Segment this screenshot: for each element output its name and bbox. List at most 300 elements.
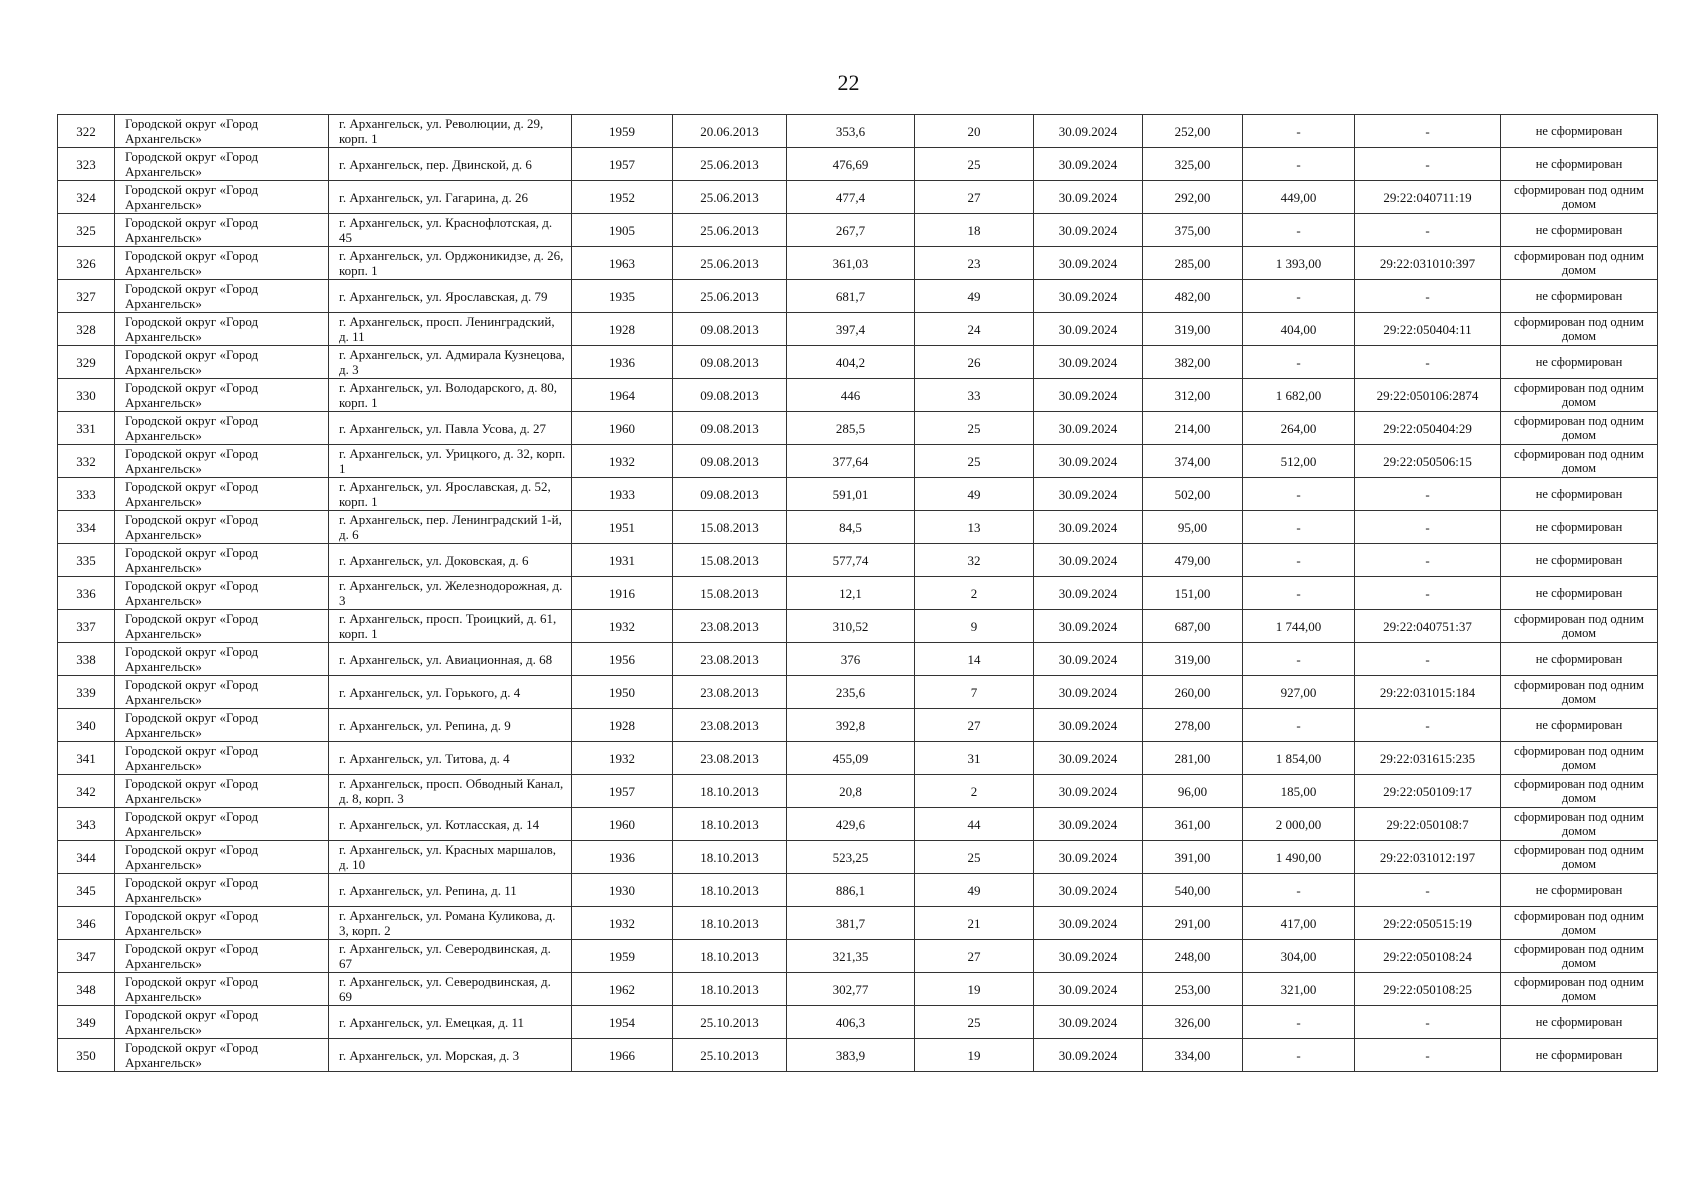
sum-cell: 326,00 <box>1143 1006 1243 1039</box>
land-area-cell: 417,00 <box>1243 907 1355 940</box>
recognition-date-cell: 09.08.2013 <box>673 379 787 412</box>
residents-cell: 25 <box>915 841 1034 874</box>
cadastral-number-cell: - <box>1355 346 1501 379</box>
municipality-cell: Городской округ «Город Архангельск» <box>115 214 329 247</box>
row-number-cell: 328 <box>58 313 115 346</box>
cadastral-number-cell: 29:22:050515:19 <box>1355 907 1501 940</box>
land-status-cell: не сформирован <box>1501 1006 1658 1039</box>
year-built-cell: 1959 <box>572 940 673 973</box>
recognition-date-cell: 18.10.2013 <box>673 940 787 973</box>
housing-table-container <box>57 114 1658 1072</box>
land-status-cell: не сформирован <box>1501 148 1658 181</box>
table-body <box>58 115 1658 1072</box>
land-status-cell: сформирован под одним домом <box>1501 247 1658 280</box>
year-built-cell: 1933 <box>572 478 673 511</box>
year-built-cell: 1936 <box>572 346 673 379</box>
row-number-cell: 336 <box>58 577 115 610</box>
municipality-cell: Городской округ «Город Архангельск» <box>115 412 329 445</box>
cadastral-number-cell: - <box>1355 511 1501 544</box>
municipality-cell: Городской округ «Город Архангельск» <box>115 544 329 577</box>
land-status-cell: не сформирован <box>1501 874 1658 907</box>
land-area-cell: 304,00 <box>1243 940 1355 973</box>
land-status-cell: сформирован под одним домом <box>1501 775 1658 808</box>
row-number-cell: 333 <box>58 478 115 511</box>
sum-cell: 319,00 <box>1143 313 1243 346</box>
table-row <box>58 742 1658 775</box>
sum-cell: 96,00 <box>1143 775 1243 808</box>
recognition-date-cell: 18.10.2013 <box>673 874 787 907</box>
sum-cell: 281,00 <box>1143 742 1243 775</box>
row-number-cell: 348 <box>58 973 115 1006</box>
deadline-date-cell: 30.09.2024 <box>1034 907 1143 940</box>
row-number-cell: 345 <box>58 874 115 907</box>
sum-cell: 479,00 <box>1143 544 1243 577</box>
table-row <box>58 181 1658 214</box>
year-built-cell: 1951 <box>572 511 673 544</box>
land-area-cell: 927,00 <box>1243 676 1355 709</box>
land-area-cell: - <box>1243 1039 1355 1072</box>
residents-cell: 2 <box>915 577 1034 610</box>
area-cell: 12,1 <box>787 577 915 610</box>
recognition-date-cell: 25.10.2013 <box>673 1039 787 1072</box>
cadastral-number-cell: 29:22:031015:184 <box>1355 676 1501 709</box>
deadline-date-cell: 30.09.2024 <box>1034 841 1143 874</box>
land-area-cell: 404,00 <box>1243 313 1355 346</box>
area-cell: 361,03 <box>787 247 915 280</box>
sum-cell: 260,00 <box>1143 676 1243 709</box>
address-cell: г. Архангельск, ул. Революции, д. 29, корп. 1 <box>329 115 572 148</box>
deadline-date-cell: 30.09.2024 <box>1034 115 1143 148</box>
deadline-date-cell: 30.09.2024 <box>1034 511 1143 544</box>
municipality-cell: Городской округ «Город Архангельск» <box>115 511 329 544</box>
land-area-cell: 321,00 <box>1243 973 1355 1006</box>
deadline-date-cell: 30.09.2024 <box>1034 973 1143 1006</box>
area-cell: 523,25 <box>787 841 915 874</box>
land-status-cell: сформирован под одним домом <box>1501 973 1658 1006</box>
sum-cell: 248,00 <box>1143 940 1243 973</box>
deadline-date-cell: 30.09.2024 <box>1034 577 1143 610</box>
area-cell: 681,7 <box>787 280 915 313</box>
recognition-date-cell: 18.10.2013 <box>673 841 787 874</box>
address-cell: г. Архангельск, ул. Романа Куликова, д. 3, корп. 2 <box>329 907 572 940</box>
land-status-cell: сформирован под одним домом <box>1501 907 1658 940</box>
year-built-cell: 1936 <box>572 841 673 874</box>
table-row <box>58 676 1658 709</box>
address-cell: г. Архангельск, ул. Морская, д. 3 <box>329 1039 572 1072</box>
cadastral-number-cell: - <box>1355 148 1501 181</box>
land-status-cell: сформирован под одним домом <box>1501 742 1658 775</box>
year-built-cell: 1916 <box>572 577 673 610</box>
table-row <box>58 907 1658 940</box>
deadline-date-cell: 30.09.2024 <box>1034 808 1143 841</box>
land-area-cell: - <box>1243 148 1355 181</box>
cadastral-number-cell: - <box>1355 577 1501 610</box>
land-status-cell: не сформирован <box>1501 544 1658 577</box>
sum-cell: 252,00 <box>1143 115 1243 148</box>
table-row <box>58 214 1658 247</box>
deadline-date-cell: 30.09.2024 <box>1034 247 1143 280</box>
row-number-cell: 334 <box>58 511 115 544</box>
deadline-date-cell: 30.09.2024 <box>1034 379 1143 412</box>
table-row <box>58 478 1658 511</box>
land-area-cell: - <box>1243 709 1355 742</box>
cadastral-number-cell: - <box>1355 643 1501 676</box>
cadastral-number-cell: 29:22:050108:24 <box>1355 940 1501 973</box>
land-area-cell: - <box>1243 214 1355 247</box>
row-number-cell: 335 <box>58 544 115 577</box>
land-area-cell: 1 682,00 <box>1243 379 1355 412</box>
municipality-cell: Городской округ «Город Архангельск» <box>115 808 329 841</box>
municipality-cell: Городской округ «Город Архангельск» <box>115 313 329 346</box>
recognition-date-cell: 15.08.2013 <box>673 577 787 610</box>
recognition-date-cell: 09.08.2013 <box>673 346 787 379</box>
row-number-cell: 339 <box>58 676 115 709</box>
area-cell: 321,35 <box>787 940 915 973</box>
year-built-cell: 1956 <box>572 643 673 676</box>
area-cell: 577,74 <box>787 544 915 577</box>
year-built-cell: 1930 <box>572 874 673 907</box>
deadline-date-cell: 30.09.2024 <box>1034 709 1143 742</box>
year-built-cell: 1928 <box>572 313 673 346</box>
land-area-cell: - <box>1243 511 1355 544</box>
cadastral-number-cell: - <box>1355 280 1501 313</box>
residents-cell: 19 <box>915 1039 1034 1072</box>
municipality-cell: Городской округ «Город Архангельск» <box>115 907 329 940</box>
recognition-date-cell: 25.06.2013 <box>673 181 787 214</box>
deadline-date-cell: 30.09.2024 <box>1034 181 1143 214</box>
recognition-date-cell: 23.08.2013 <box>673 742 787 775</box>
land-status-cell: не сформирован <box>1501 346 1658 379</box>
residents-cell: 27 <box>915 709 1034 742</box>
sum-cell: 292,00 <box>1143 181 1243 214</box>
row-number-cell: 346 <box>58 907 115 940</box>
address-cell: г. Архангельск, ул. Урицкого, д. 32, корп. 1 <box>329 445 572 478</box>
deadline-date-cell: 30.09.2024 <box>1034 346 1143 379</box>
cadastral-number-cell: 29:22:050506:15 <box>1355 445 1501 478</box>
area-cell: 477,4 <box>787 181 915 214</box>
recognition-date-cell: 09.08.2013 <box>673 412 787 445</box>
row-number-cell: 330 <box>58 379 115 412</box>
land-area-cell: 512,00 <box>1243 445 1355 478</box>
row-number-cell: 338 <box>58 643 115 676</box>
area-cell: 455,09 <box>787 742 915 775</box>
sum-cell: 285,00 <box>1143 247 1243 280</box>
municipality-cell: Городской округ «Город Архангельск» <box>115 610 329 643</box>
sum-cell: 375,00 <box>1143 214 1243 247</box>
residents-cell: 20 <box>915 115 1034 148</box>
land-status-cell: сформирован под одним домом <box>1501 676 1658 709</box>
land-area-cell: 449,00 <box>1243 181 1355 214</box>
land-area-cell: 1 854,00 <box>1243 742 1355 775</box>
sum-cell: 214,00 <box>1143 412 1243 445</box>
municipality-cell: Городской округ «Город Архангельск» <box>115 775 329 808</box>
recognition-date-cell: 23.08.2013 <box>673 709 787 742</box>
area-cell: 404,2 <box>787 346 915 379</box>
table-row <box>58 445 1658 478</box>
housing-table <box>57 114 1658 1072</box>
year-built-cell: 1959 <box>572 115 673 148</box>
year-built-cell: 1962 <box>572 973 673 1006</box>
row-number-cell: 323 <box>58 148 115 181</box>
address-cell: г. Архангельск, ул. Северодвинская, д. 67 <box>329 940 572 973</box>
land-area-cell: - <box>1243 346 1355 379</box>
year-built-cell: 1957 <box>572 775 673 808</box>
recognition-date-cell: 09.08.2013 <box>673 313 787 346</box>
sum-cell: 151,00 <box>1143 577 1243 610</box>
row-number-cell: 329 <box>58 346 115 379</box>
deadline-date-cell: 30.09.2024 <box>1034 148 1143 181</box>
residents-cell: 21 <box>915 907 1034 940</box>
municipality-cell: Городской округ «Город Архангельск» <box>115 148 329 181</box>
year-built-cell: 1954 <box>572 1006 673 1039</box>
residents-cell: 26 <box>915 346 1034 379</box>
cadastral-number-cell: - <box>1355 115 1501 148</box>
land-area-cell: - <box>1243 544 1355 577</box>
year-built-cell: 1957 <box>572 148 673 181</box>
deadline-date-cell: 30.09.2024 <box>1034 643 1143 676</box>
table-row <box>58 709 1658 742</box>
residents-cell: 7 <box>915 676 1034 709</box>
land-area-cell: 264,00 <box>1243 412 1355 445</box>
table-row <box>58 115 1658 148</box>
row-number-cell: 347 <box>58 940 115 973</box>
recognition-date-cell: 23.08.2013 <box>673 610 787 643</box>
sum-cell: 312,00 <box>1143 379 1243 412</box>
sum-cell: 540,00 <box>1143 874 1243 907</box>
municipality-cell: Городской округ «Город Архангельск» <box>115 577 329 610</box>
sum-cell: 482,00 <box>1143 280 1243 313</box>
table-row <box>58 841 1658 874</box>
recognition-date-cell: 25.06.2013 <box>673 148 787 181</box>
land-status-cell: не сформирован <box>1501 115 1658 148</box>
residents-cell: 24 <box>915 313 1034 346</box>
residents-cell: 14 <box>915 643 1034 676</box>
land-status-cell: сформирован под одним домом <box>1501 841 1658 874</box>
address-cell: г. Архангельск, ул. Красных маршалов, д. 10 <box>329 841 572 874</box>
residents-cell: 33 <box>915 379 1034 412</box>
cadastral-number-cell: - <box>1355 1039 1501 1072</box>
area-cell: 377,64 <box>787 445 915 478</box>
address-cell: г. Архангельск, ул. Павла Усова, д. 27 <box>329 412 572 445</box>
deadline-date-cell: 30.09.2024 <box>1034 610 1143 643</box>
recognition-date-cell: 23.08.2013 <box>673 676 787 709</box>
land-area-cell: - <box>1243 1006 1355 1039</box>
cadastral-number-cell: 29:22:031615:235 <box>1355 742 1501 775</box>
deadline-date-cell: 30.09.2024 <box>1034 445 1143 478</box>
deadline-date-cell: 30.09.2024 <box>1034 412 1143 445</box>
row-number-cell: 332 <box>58 445 115 478</box>
recognition-date-cell: 25.06.2013 <box>673 280 787 313</box>
area-cell: 886,1 <box>787 874 915 907</box>
land-status-cell: не сформирован <box>1501 478 1658 511</box>
area-cell: 302,77 <box>787 973 915 1006</box>
area-cell: 310,52 <box>787 610 915 643</box>
land-area-cell: - <box>1243 643 1355 676</box>
municipality-cell: Городской округ «Город Архангельск» <box>115 676 329 709</box>
municipality-cell: Городской округ «Город Архангельск» <box>115 181 329 214</box>
recognition-date-cell: 18.10.2013 <box>673 973 787 1006</box>
address-cell: г. Архангельск, ул. Ярославская, д. 52, корп. 1 <box>329 478 572 511</box>
sum-cell: 391,00 <box>1143 841 1243 874</box>
address-cell: г. Архангельск, ул. Гагарина, д. 26 <box>329 181 572 214</box>
year-built-cell: 1932 <box>572 610 673 643</box>
address-cell: г. Архангельск, ул. Железнодорожная, д. 3 <box>329 577 572 610</box>
row-number-cell: 322 <box>58 115 115 148</box>
land-status-cell: не сформирован <box>1501 709 1658 742</box>
area-cell: 429,6 <box>787 808 915 841</box>
land-area-cell: 1 393,00 <box>1243 247 1355 280</box>
municipality-cell: Городской округ «Город Архангельск» <box>115 346 329 379</box>
recognition-date-cell: 09.08.2013 <box>673 445 787 478</box>
residents-cell: 2 <box>915 775 1034 808</box>
residents-cell: 19 <box>915 973 1034 1006</box>
residents-cell: 23 <box>915 247 1034 280</box>
year-built-cell: 1966 <box>572 1039 673 1072</box>
land-area-cell: - <box>1243 478 1355 511</box>
year-built-cell: 1950 <box>572 676 673 709</box>
year-built-cell: 1905 <box>572 214 673 247</box>
municipality-cell: Городской округ «Город Архангельск» <box>115 742 329 775</box>
recognition-date-cell: 20.06.2013 <box>673 115 787 148</box>
cadastral-number-cell: 29:22:031010:397 <box>1355 247 1501 280</box>
recognition-date-cell: 25.06.2013 <box>673 247 787 280</box>
year-built-cell: 1928 <box>572 709 673 742</box>
address-cell: г. Архангельск, пер. Двинской, д. 6 <box>329 148 572 181</box>
land-area-cell: - <box>1243 115 1355 148</box>
area-cell: 381,7 <box>787 907 915 940</box>
sum-cell: 278,00 <box>1143 709 1243 742</box>
page-number: 22 <box>837 70 860 95</box>
row-number-cell: 325 <box>58 214 115 247</box>
recognition-date-cell: 18.10.2013 <box>673 808 787 841</box>
cadastral-number-cell: - <box>1355 478 1501 511</box>
table-row <box>58 247 1658 280</box>
year-built-cell: 1960 <box>572 808 673 841</box>
sum-cell: 319,00 <box>1143 643 1243 676</box>
land-status-cell: сформирован под одним домом <box>1501 313 1658 346</box>
municipality-cell: Городской округ «Город Архангельск» <box>115 643 329 676</box>
address-cell: г. Архангельск, ул. Репина, д. 11 <box>329 874 572 907</box>
residents-cell: 25 <box>915 412 1034 445</box>
municipality-cell: Городской округ «Город Архангельск» <box>115 478 329 511</box>
year-built-cell: 1964 <box>572 379 673 412</box>
area-cell: 591,01 <box>787 478 915 511</box>
address-cell: г. Архангельск, ул. Краснофлотская, д. 45 <box>329 214 572 247</box>
residents-cell: 44 <box>915 808 1034 841</box>
sum-cell: 361,00 <box>1143 808 1243 841</box>
recognition-date-cell: 18.10.2013 <box>673 775 787 808</box>
land-status-cell: не сформирован <box>1501 280 1658 313</box>
row-number-cell: 337 <box>58 610 115 643</box>
year-built-cell: 1952 <box>572 181 673 214</box>
cadastral-number-cell: 29:22:040751:37 <box>1355 610 1501 643</box>
table-row <box>58 280 1658 313</box>
residents-cell: 49 <box>915 874 1034 907</box>
table-row <box>58 874 1658 907</box>
table-row <box>58 412 1658 445</box>
row-number-cell: 326 <box>58 247 115 280</box>
land-area-cell: 185,00 <box>1243 775 1355 808</box>
area-cell: 446 <box>787 379 915 412</box>
table-row <box>58 346 1658 379</box>
residents-cell: 25 <box>915 445 1034 478</box>
table-row <box>58 544 1658 577</box>
area-cell: 376 <box>787 643 915 676</box>
area-cell: 397,4 <box>787 313 915 346</box>
deadline-date-cell: 30.09.2024 <box>1034 313 1143 346</box>
deadline-date-cell: 30.09.2024 <box>1034 874 1143 907</box>
residents-cell: 18 <box>915 214 1034 247</box>
table-row <box>58 148 1658 181</box>
year-built-cell: 1932 <box>572 742 673 775</box>
residents-cell: 49 <box>915 280 1034 313</box>
recognition-date-cell: 23.08.2013 <box>673 643 787 676</box>
recognition-date-cell: 15.08.2013 <box>673 511 787 544</box>
land-status-cell: не сформирован <box>1501 511 1658 544</box>
cadastral-number-cell: 29:22:050108:25 <box>1355 973 1501 1006</box>
land-status-cell: сформирован под одним домом <box>1501 445 1658 478</box>
address-cell: г. Архангельск, ул. Ярославская, д. 79 <box>329 280 572 313</box>
municipality-cell: Городской округ «Город Архангельск» <box>115 973 329 1006</box>
deadline-date-cell: 30.09.2024 <box>1034 1006 1143 1039</box>
cadastral-number-cell: 29:22:050404:29 <box>1355 412 1501 445</box>
address-cell: г. Архангельск, ул. Северодвинская, д. 69 <box>329 973 572 1006</box>
residents-cell: 27 <box>915 181 1034 214</box>
sum-cell: 253,00 <box>1143 973 1243 1006</box>
table-row <box>58 1006 1658 1039</box>
table-row <box>58 511 1658 544</box>
year-built-cell: 1932 <box>572 907 673 940</box>
cadastral-number-cell: 29:22:050109:17 <box>1355 775 1501 808</box>
row-number-cell: 349 <box>58 1006 115 1039</box>
land-status-cell: сформирован под одним домом <box>1501 412 1658 445</box>
land-area-cell: 1 744,00 <box>1243 610 1355 643</box>
area-cell: 392,8 <box>787 709 915 742</box>
sum-cell: 291,00 <box>1143 907 1243 940</box>
table-row <box>58 577 1658 610</box>
cadastral-number-cell: - <box>1355 544 1501 577</box>
recognition-date-cell: 09.08.2013 <box>673 478 787 511</box>
land-status-cell: сформирован под одним домом <box>1501 181 1658 214</box>
table-row <box>58 775 1658 808</box>
cadastral-number-cell: - <box>1355 874 1501 907</box>
recognition-date-cell: 18.10.2013 <box>673 907 787 940</box>
address-cell: г. Архангельск, ул. Адмирала Кузнецова, д. 3 <box>329 346 572 379</box>
year-built-cell: 1935 <box>572 280 673 313</box>
address-cell: г. Архангельск, просп. Ленинградский, д. 11 <box>329 313 572 346</box>
table-row <box>58 643 1658 676</box>
address-cell: г. Архангельск, ул. Горького, д. 4 <box>329 676 572 709</box>
residents-cell: 32 <box>915 544 1034 577</box>
sum-cell: 334,00 <box>1143 1039 1243 1072</box>
residents-cell: 49 <box>915 478 1034 511</box>
year-built-cell: 1931 <box>572 544 673 577</box>
land-status-cell: не сформирован <box>1501 643 1658 676</box>
cadastral-number-cell: 29:22:050404:11 <box>1355 313 1501 346</box>
residents-cell: 9 <box>915 610 1034 643</box>
address-cell: г. Архангельск, ул. Володарского, д. 80, корп. 1 <box>329 379 572 412</box>
address-cell: г. Архангельск, ул. Авиационная, д. 68 <box>329 643 572 676</box>
land-area-cell: - <box>1243 874 1355 907</box>
land-status-cell: сформирован под одним домом <box>1501 379 1658 412</box>
row-number-cell: 324 <box>58 181 115 214</box>
land-area-cell: 2 000,00 <box>1243 808 1355 841</box>
land-status-cell: сформирован под одним домом <box>1501 808 1658 841</box>
address-cell: г. Архангельск, просп. Троицкий, д. 61, корп. 1 <box>329 610 572 643</box>
table-row <box>58 379 1658 412</box>
land-status-cell: не сформирован <box>1501 1039 1658 1072</box>
residents-cell: 27 <box>915 940 1034 973</box>
